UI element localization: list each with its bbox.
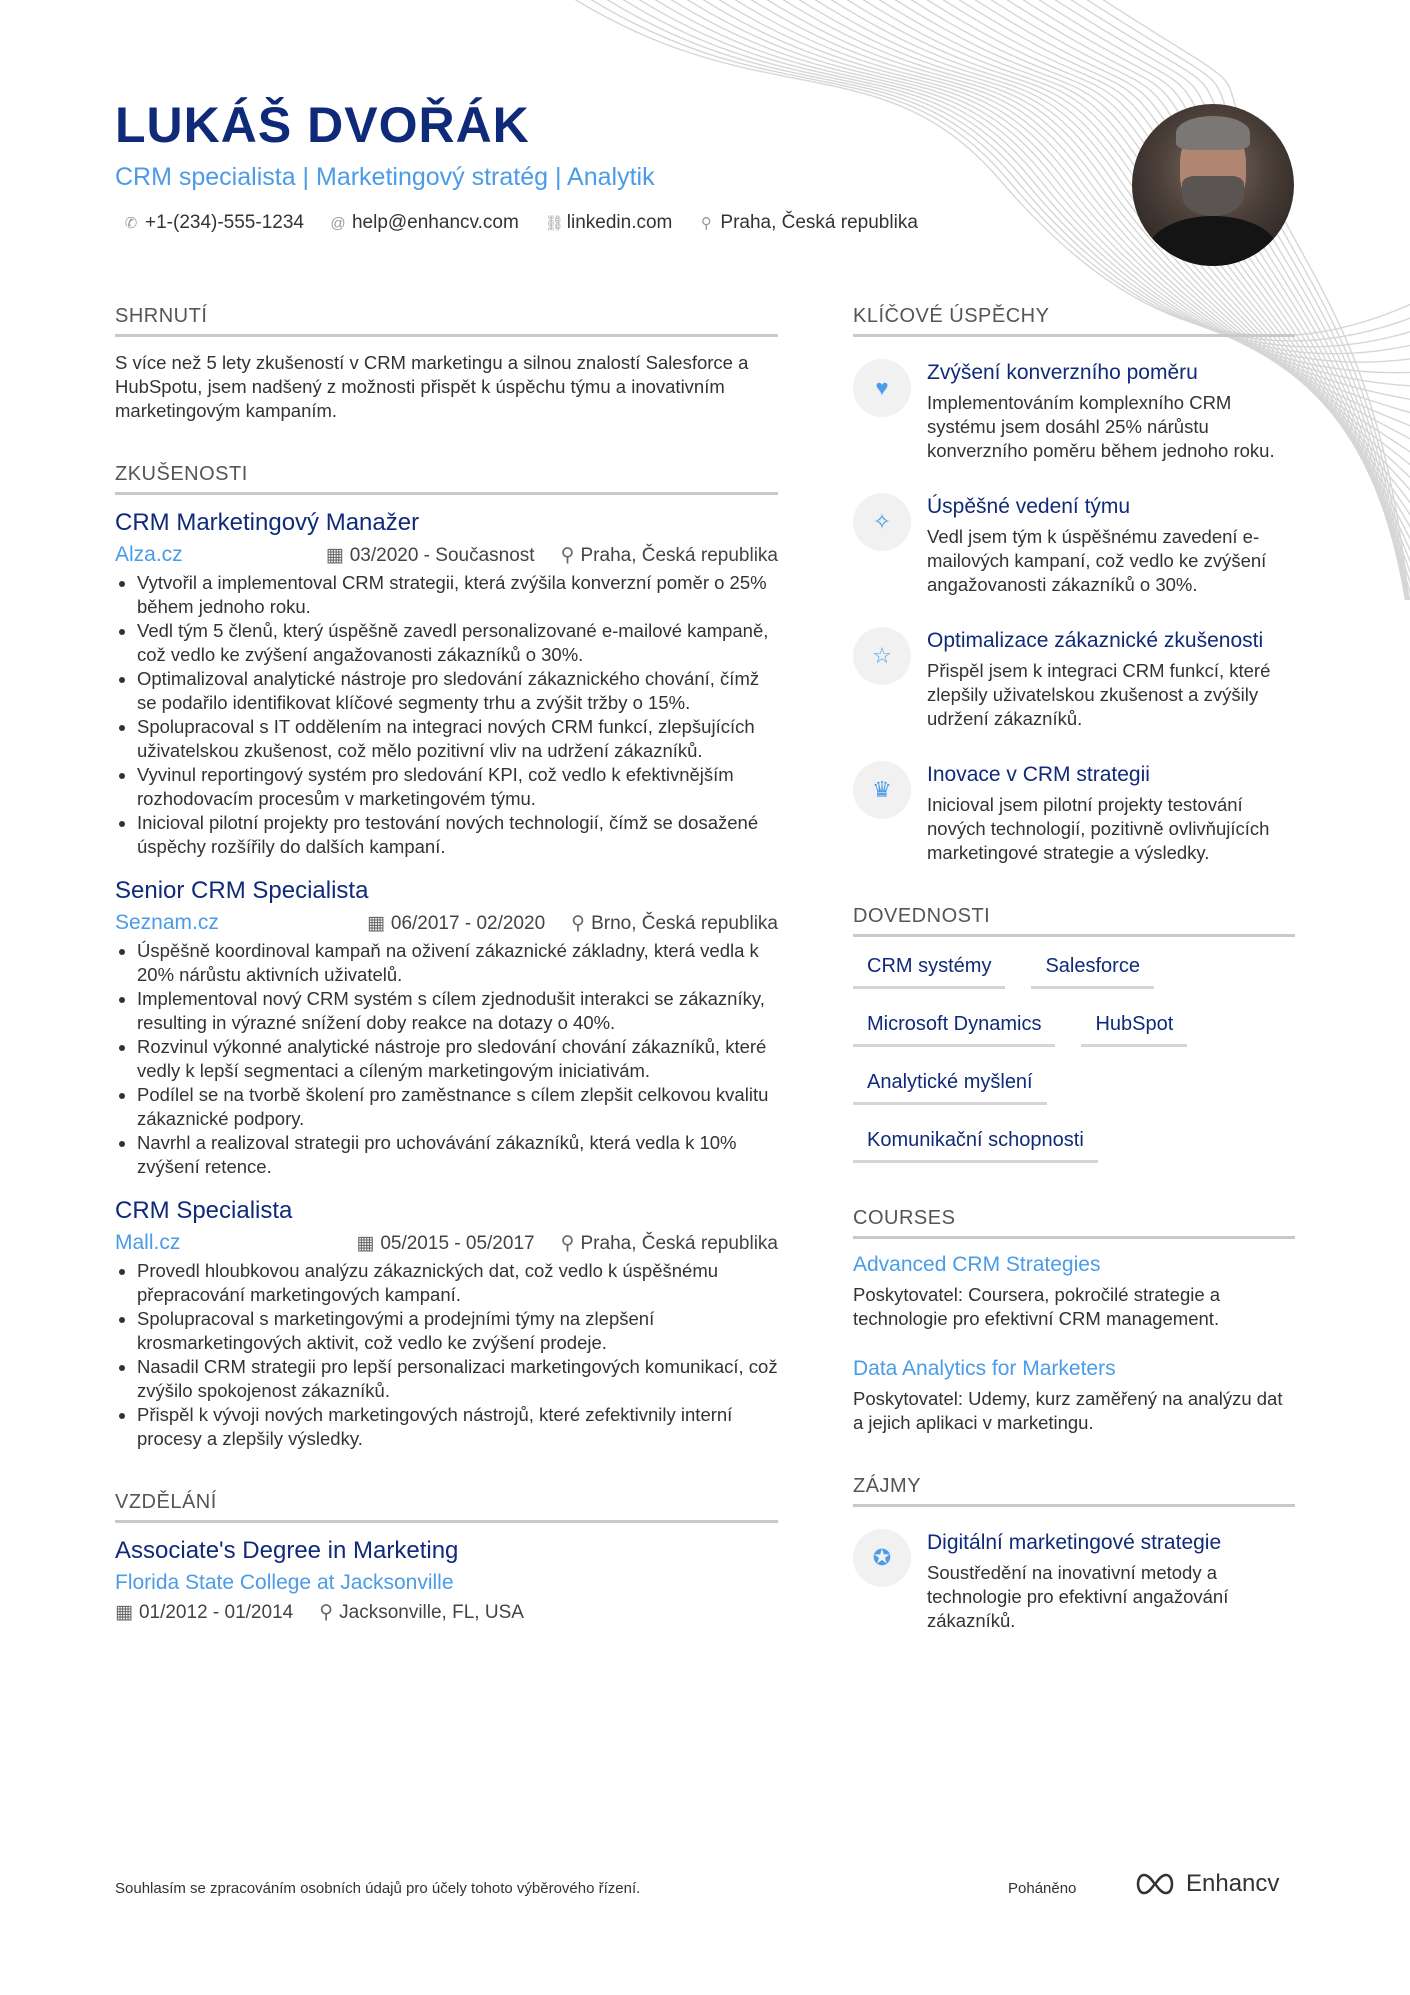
- job-bullet: • Navrhl a realizoval strategii pro uchovávání zákazníků, která vedla k 10% zvýšení retence.: [137, 1131, 778, 1179]
- candidate-tagline: CRM specialista | Marketingový stratég | Analytik: [115, 163, 655, 191]
- education-dates: 01/2012 - 01/2014: [138, 1602, 294, 1623]
- skill-tag: HubSpot: [1081, 1009, 1187, 1047]
- experience-heading: ZKUŠENOSTI: [115, 463, 778, 495]
- job-bullet: • Provedl hloubkovou analýzu zákaznických dat, což vedlo k úspěšnému přepracování marketingových kampaní.: [137, 1259, 778, 1307]
- magic-wand-icon: ✧: [853, 493, 911, 551]
- calendar-icon: ▦: [356, 1232, 375, 1254]
- education-entry: [115, 1537, 778, 1624]
- phone-icon: ✆: [124, 215, 138, 232]
- phone-text: +1-(234)-555-1234: [145, 212, 304, 233]
- contact-phone[interactable]: [123, 212, 304, 234]
- contact-linkedin[interactable]: [545, 212, 673, 234]
- job-dates: 06/2017 - 02/2020: [390, 912, 546, 934]
- education-location: Jacksonville, FL, USA: [339, 1602, 524, 1623]
- enhancv-logo[interactable]: [1132, 1870, 1279, 1898]
- consent-text: Souhlasím se zpracováním osobních údajů pro účely tohoto výběrového řízení.: [115, 1880, 641, 1897]
- job-bullets: [115, 1259, 778, 1451]
- achievement-title: Zvýšení konverzního poměru: [927, 361, 1198, 384]
- achievement-item: [853, 627, 1295, 731]
- summary-text: S více než 5 lety zkušeností v CRM marketingu a silnou znalostí Salesforce a HubSpotu, jsem nadšený z možnosti přispět k úspěchu týmu a inovativním marketingovým kampaním.: [115, 352, 749, 421]
- profile-photo: [1132, 104, 1294, 266]
- job-dates: 03/2020 - Současnost: [349, 544, 535, 566]
- contact-row: [115, 212, 1075, 234]
- interest-title: Digitální marketingové strategie: [927, 1531, 1222, 1554]
- summary-heading: SHRNUTÍ: [115, 305, 778, 337]
- infinity-logo-icon: [1132, 1871, 1178, 1897]
- job-bullet: • Vedl tým 5 členů, který úspěšně zavedl personalizované e-mailové kampaně, což vedlo ke zvýšení angažovanosti zákazníků o 30%.: [137, 619, 778, 667]
- course-item: [853, 1253, 1295, 1331]
- course-title: Data Analytics for Marketers: [853, 1357, 1116, 1380]
- location-pin-icon: ⚲: [700, 215, 712, 232]
- job-bullet: • Optimalizoval analytické nástroje pro sledování zákaznického chování, čímž se podařilo identifikovat klíčové segmenty trhu a zvýšit tržby o 15%.: [137, 667, 778, 715]
- left-column: [115, 305, 778, 1624]
- job-entry: [115, 509, 778, 859]
- award-icon: ✪: [853, 1529, 911, 1587]
- trophy-icon: ♛: [853, 761, 911, 819]
- job-bullets: [115, 939, 778, 1179]
- job-bullet: • Spolupracoval s marketingovými a prodejními týmy na zlepšení krosmarketingových aktivit, což vedlo ke zvýšení prodeje.: [137, 1307, 778, 1355]
- job-role: CRM Specialista: [115, 1197, 293, 1224]
- job-bullet: • Přispěl k vývoji nových marketingových nástrojů, které zefektivnily interní procesy a zlepšily výsledky.: [137, 1403, 778, 1451]
- job-bullet: • Implementoval nový CRM systém s cílem zjednodušit interakci se zákazníky, resulting in výrazné snížení doby reakce na dotazy o 40%.: [137, 987, 778, 1035]
- job-entry: [115, 1197, 778, 1451]
- job-bullet: • Rozvinul výkonné analytické nástroje pro sledování chování zákazníků, které vedly k lepší segmentaci a cíleným marketingovým iniciativám.: [137, 1035, 778, 1083]
- job-bullet: • Spolupracoval s IT oddělením na integraci nových CRM funkcí, zlepšujících uživatelskou zkušenost, což mělo pozitivní vliv na udržení zákazníků.: [137, 715, 778, 763]
- location-pin-icon: ⚲: [560, 544, 575, 566]
- job-company[interactable]: Seznam.cz: [115, 911, 219, 934]
- calendar-icon: ▦: [325, 544, 344, 566]
- star-icon: ☆: [853, 627, 911, 685]
- achievement-title: Optimalizace zákaznické zkušenosti: [927, 629, 1264, 652]
- location-pin-icon: ⚲: [560, 1232, 575, 1254]
- link-icon: ⛓: [544, 215, 564, 232]
- achievements-heading: KLÍČOVÉ ÚSPĚCHY: [853, 305, 1295, 337]
- course-text: Poskytovatel: Coursera, pokročilé strategie a technologie pro efektivní CRM management.: [853, 1284, 1221, 1329]
- job-bullet: • Nasadil CRM strategii pro lepší personalizaci marketingových komunikací, což zvýšilo spokojenost zákazníků.: [137, 1355, 778, 1403]
- job-bullet: • Úspěšně koordinoval kampaň na oživení zákaznické základny, která vedla k 20% nárůstu aktivních uživatelů.: [137, 939, 778, 987]
- job-location: Brno, Česká republika: [591, 912, 778, 934]
- job-company[interactable]: Mall.cz: [115, 1231, 181, 1254]
- achievement-item: [853, 761, 1295, 865]
- job-bullets: [115, 571, 778, 859]
- skills-heading: DOVEDNOSTI: [853, 905, 1295, 937]
- job-entry: [115, 877, 778, 1179]
- location-text: Praha, Česká republika: [720, 212, 918, 233]
- brand-name: Enhancv: [1186, 1870, 1280, 1897]
- job-bullet: • Inicioval pilotní projekty pro testování nových technologií, čímž se dosažené úspěchy rozšířily do dalších kampaní.: [137, 811, 778, 859]
- skill-tag: Microsoft Dynamics: [853, 1009, 1055, 1047]
- calendar-icon: ▦: [115, 1602, 133, 1623]
- education-heading: VZDĚLÁNÍ: [115, 1491, 778, 1523]
- job-bullet: • Vytvořil a implementoval CRM strategii, která zvýšila konverzní poměr o 25% během jednoho roku.: [137, 571, 778, 619]
- at-icon: @: [330, 214, 346, 232]
- job-location: Praha, Česká republika: [580, 544, 778, 566]
- course-title: Advanced CRM Strategies: [853, 1253, 1101, 1276]
- interests-heading: ZÁJMY: [853, 1475, 1295, 1507]
- powered-by-label: Poháněno: [1008, 1880, 1077, 1897]
- calendar-icon: ▦: [366, 912, 385, 934]
- achievement-item: [853, 359, 1295, 463]
- job-bullet: • Podílel se na tvorbě školení pro zaměstnance s cílem zlepšit celkovou kvalitu zákaznické podpory.: [137, 1083, 778, 1131]
- education-degree: Associate's Degree in Marketing: [115, 1537, 459, 1564]
- education-school[interactable]: Florida State College at Jacksonville: [115, 1571, 454, 1594]
- skill-tag: CRM systémy: [853, 951, 1005, 989]
- job-role: CRM Marketingový Manažer: [115, 509, 420, 536]
- linkedin-text: linkedin.com: [566, 212, 673, 233]
- achievement-text: Přispěl jsem k integraci CRM funkcí, které zlepšily uživatelskou zkušenost a zvýšily udržení zákazníků.: [927, 660, 1271, 729]
- contact-location: [698, 212, 918, 234]
- interest-item: [853, 1529, 1295, 1633]
- achievement-text: Inicioval jsem pilotní projekty testování nových technologií, pozitivně ovlivňujících marketingové strategie a výsledky.: [927, 794, 1270, 863]
- contact-email[interactable]: [330, 212, 519, 234]
- job-bullet: • Vyvinul reportingový systém pro sledování KPI, což vedlo k efektivnějším rozhodovacím procesům v marketingovém týmu.: [137, 763, 778, 811]
- job-location: Praha, Česká republika: [580, 1232, 778, 1254]
- location-pin-icon: ⚲: [571, 912, 586, 934]
- candidate-name: LUKÁŠ DVOŘÁK: [115, 97, 530, 153]
- email-text: help@enhancv.com: [351, 212, 519, 233]
- achievement-text: Vedl jsem tým k úspěšnému zavedení e-mailových kampaní, což vedlo ke zvýšení angažovanosti zákazníků o 30%.: [927, 526, 1267, 595]
- footer: [115, 1870, 1295, 1897]
- resume-header: [115, 98, 1075, 234]
- skills-list: [853, 951, 1295, 1163]
- job-role: Senior CRM Specialista: [115, 877, 369, 904]
- achievement-title: Inovace v CRM strategii: [927, 763, 1150, 786]
- heart-icon: ♥: [853, 359, 911, 417]
- skill-tag: Komunikační schopnosti: [853, 1125, 1098, 1163]
- achievement-text: Implementováním komplexního CRM systému jsem dosáhl 25% nárůstu konverzního poměru během jednoho roku.: [927, 392, 1275, 461]
- achievement-title: Úspěšné vedení týmu: [927, 495, 1131, 518]
- course-text: Poskytovatel: Udemy, kurz zaměřený na analýzu dat a jejich aplikaci v marketingu.: [853, 1388, 1283, 1433]
- course-item: [853, 1357, 1295, 1435]
- right-column: [853, 305, 1295, 1663]
- job-dates: 05/2015 - 05/2017: [380, 1232, 535, 1254]
- interest-text: Soustředění na inovativní metody a technologie pro efektivní angažování zákazníků.: [927, 1562, 1229, 1631]
- skill-tag: Analytické myšlení: [853, 1067, 1047, 1105]
- courses-heading: COURSES: [853, 1207, 1295, 1239]
- job-company[interactable]: Alza.cz: [115, 543, 183, 566]
- skill-tag: Salesforce: [1031, 951, 1154, 989]
- location-pin-icon: ⚲: [319, 1602, 334, 1623]
- achievement-item: [853, 493, 1295, 597]
